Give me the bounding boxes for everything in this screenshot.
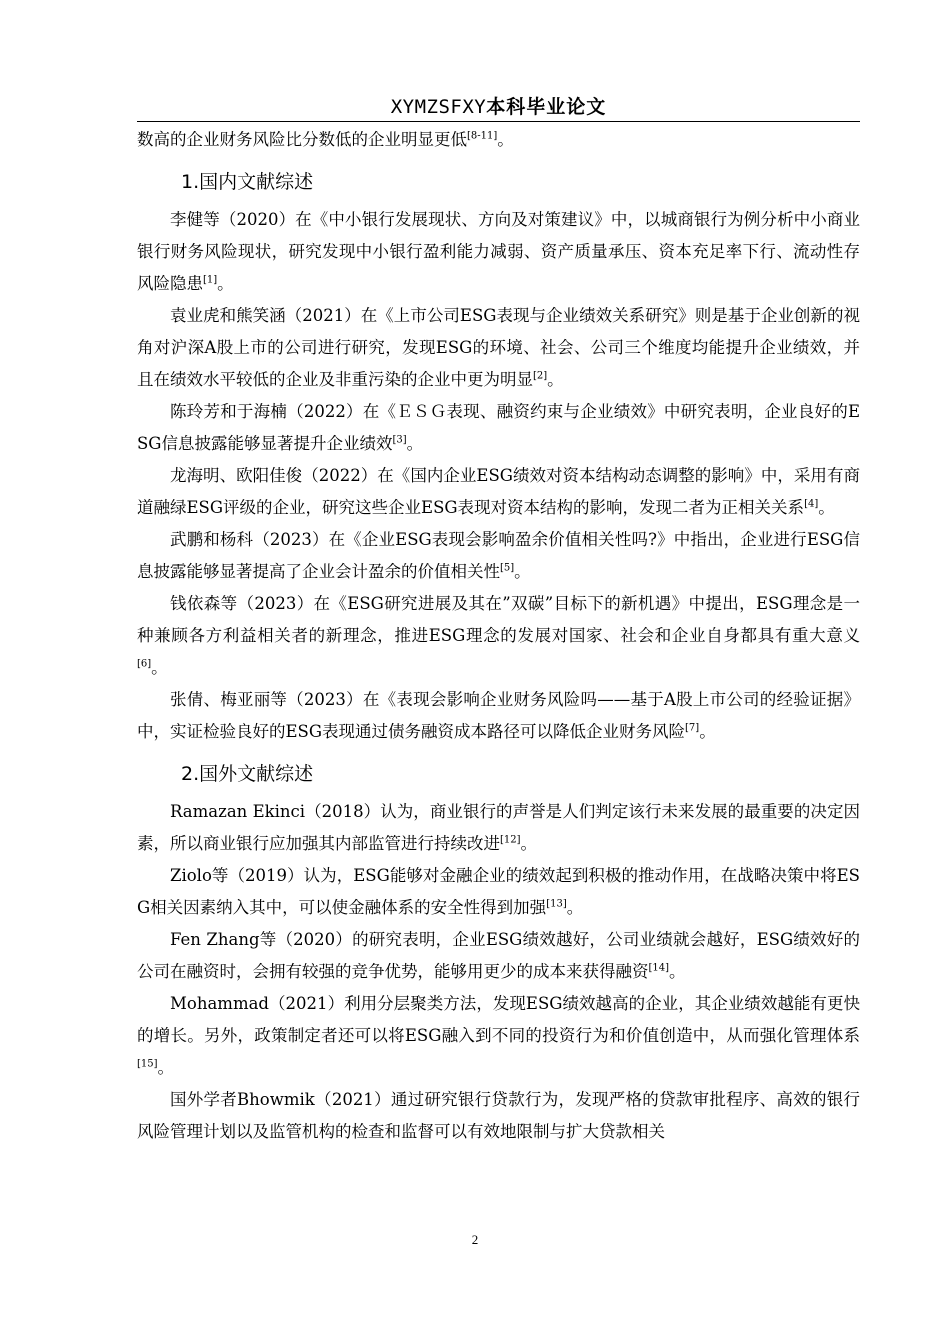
paragraph [137,204,860,300]
citation: [15] [137,1058,158,1070]
paragraph [137,796,860,860]
paragraph-text: 龙海明、欧阳佳俊（2022）在《国内企业ESG绩效对资本结构动态调整的影响》中，采用有商道融绿ESG评级的企业，研究这些企业ESG表现对资本结构的影响，发现二者为正相关关系 [137,466,860,517]
intro-text: 数高的企业财务风险比分数低的企业明显更低 [137,130,467,149]
sentence-end: 。 [514,562,531,581]
paragraph-text: 张倩、梅亚丽等（2023）在《表现会影响企业财务风险吗——基于A股上市公司的经验证据》中，实证检验良好的ESG表现通过债务融资成本路径可以降低企业财务风险 [137,690,860,741]
sentence-end: 。 [157,1058,175,1077]
header-code: XYMZSFXY [390,96,487,118]
paragraph-text: Ziolo等（2019）认为，ESG能够对金融企业的绩效起到积极的推动作用，在战略决策中将ESG相关因素纳入其中，可以使金融体系的安全性得到加强 [137,866,860,917]
paragraph-text: 陈玲芳和于海楠（2022）在《ＥＳＧ表现、融资约束与企业绩效》中研究表明，企业良好的ESG信息披露能够显著提升企业绩效 [137,402,860,453]
sentence-end: 。 [818,498,835,517]
header-line [391,95,607,119]
paragraph-text: Fen Zhang等（2020）的研究表明，企业ESG绩效越好，公司业绩就会越好，ESG绩效好的公司在融资时，会拥有较强的竞争优势，能够用更少的成本来获得融资 [137,930,860,981]
paragraph [137,524,860,588]
citation: [13] [546,898,567,910]
paragraph [137,860,860,924]
citation: [1] [203,274,218,286]
paragraph [137,588,860,684]
paragraph-text: Ramazan Ekinci（2018）认为，商业银行的声誉是人们判定该行未来发展的最重要的决定因素，所以商业银行应加强其内部监管进行持续改进 [137,802,860,853]
sentence-end: 。 [151,658,168,677]
citation: [6] [137,658,152,670]
paragraph [137,1084,860,1148]
page-number: 2 [471,1232,479,1247]
citation: [12] [500,834,521,846]
paragraph-text: 袁业虎和熊笑涵（2021）在《上市公司ESG表现与企业绩效关系研究》则是基于企业创新的视角对沪深A股上市的公司进行研究，发现ESG的环境、社会、公司三个维度均能提升企业绩效，并且在绩效水平较低的企业及非重污染的企业中更为明显 [137,306,860,389]
citation: [14] [648,962,670,974]
sentence-end: 。 [217,274,234,293]
document-body [137,124,860,1148]
sentence-end: 。 [547,370,564,389]
sentence-end: 。 [669,962,686,981]
paragraph-text: Mohammad（2021）利用分层聚类方法，发现ESG绩效越高的企业，其企业绩效越能有更快的增长。另外，政策制定者还可以将ESG融入到不同的投资行为和价值创造中，从而强化管理体系 [137,994,860,1045]
paragraph-text: 李健等（2020）在《中小银行发展现状、方向及对策建议》中，以城商银行为例分析中小商业银行财务风险现状，研究发现中小银行盈利能力减弱、资产质量承压、资本充足率下行、流动性存风险隐患 [137,210,860,293]
citation: [7] [685,722,700,734]
header-title: 本科毕业论文 [486,96,607,118]
page-header [137,95,860,122]
citation: [2] [533,370,548,382]
paragraph-text: 武鹏和杨科（2023）在《企业ESG表现会影响盈余价值相关性吗?》中指出，企业进行ESG信息披露能够显著提高了企业会计盈余的价值相关性 [137,530,860,581]
section-heading-domestic: 1.国内文献综述 [181,171,314,193]
paragraph [137,684,860,748]
intro-paragraph [137,124,860,156]
sentence-end: 。 [406,434,424,453]
citation: [8-11] [467,130,498,142]
sentence-end: 。 [699,722,716,741]
section-heading-foreign: 2.国外文献综述 [181,763,314,785]
paragraph [137,988,860,1084]
paragraph [137,460,860,524]
paragraph-text: 钱依森等（2023）在《ESG研究进展及其在”双碳”目标下的新机遇》中提出，ESG理念是一种兼顾各方利益相关者的新理念，推进ESG理念的发展对国家、社会和企业自身都具有重大意义 [137,594,860,645]
paragraph [137,300,860,396]
sentence-end: 。 [497,130,514,149]
citation: [3] [392,434,407,446]
paragraph [137,396,860,460]
citation: [4] [804,498,819,510]
sentence-end: 。 [520,834,538,853]
sentence-end: 。 [566,898,584,917]
citation: [5] [500,562,515,574]
paragraph [137,924,860,988]
paragraph-text: 国外学者Bhowmik（2021）通过研究银行贷款行为，发现严格的贷款审批程序、高效的银行风险管理计划以及监管机构的检查和监督可以有效地限制与扩大贷款相关 [137,1090,860,1141]
